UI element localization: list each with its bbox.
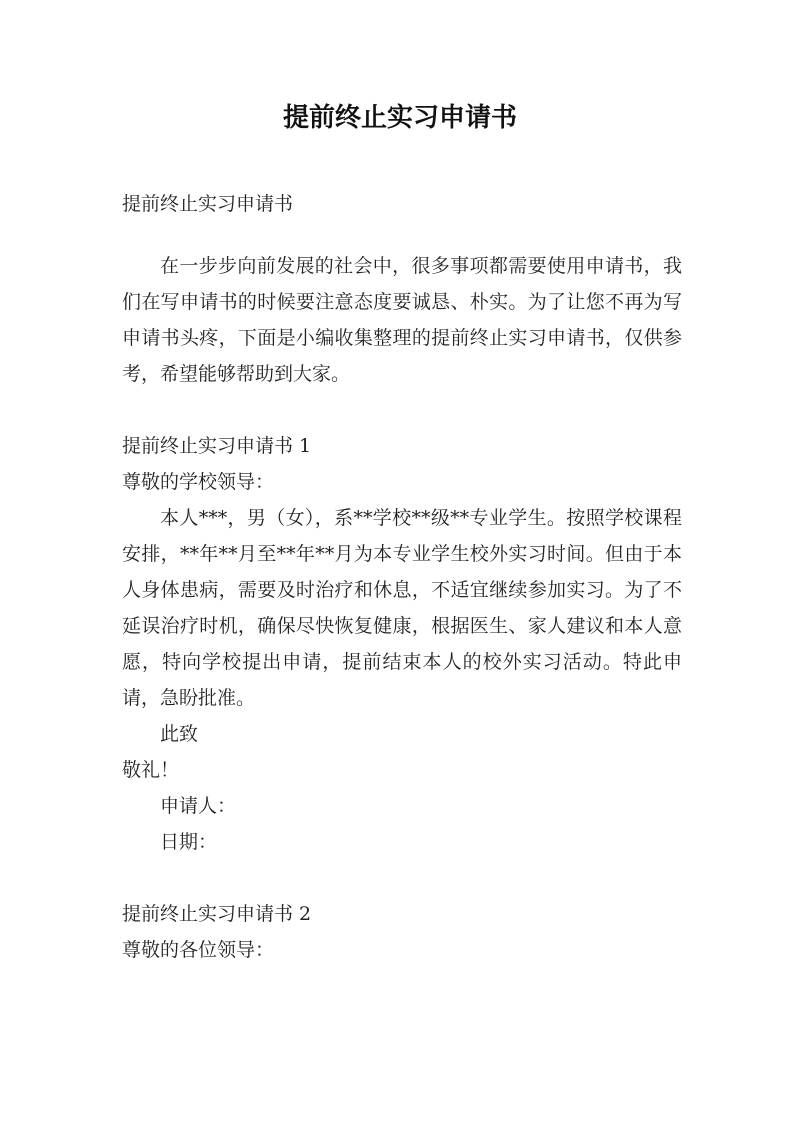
document-title: 提前终止实习申请书 <box>282 103 517 133</box>
letter-1-salutation: 尊敬的学校领导： <box>122 471 275 493</box>
letter-1-heading: 提前终止实习申请书 1 <box>122 435 312 457</box>
intro-paragraph: 在一步步向前发展的社会中，很多事项都需要使用申请书，我们在写申请书的时候要注意态度要诚恳、朴实。为了让您不再为写申请书头疼，下面是小编收集整理的提前终止实习申请书，仅供参考，希望能够帮助到大家。 <box>122 255 682 385</box>
document-subtitle: 提前终止实习申请书 <box>122 193 294 215</box>
letter-1-date: 日期： <box>160 831 218 853</box>
document-content <box>122 186 682 968</box>
letter-1-body: 本人***，男（女），系**学校**级**专业学生。按照学校课程安排，**年**月至**年**月为本专业学生校外实习时间。但由于本人身体患病，需要及时治疗和休息，不适宜继续参加实习。为了不延误治疗时机，确保尽快恢复健康，根据医生、家人建议和本人意愿，特向学校提出申请，提前结束本人的校外实习活动。特此申请，急盼批准。 <box>122 507 682 709</box>
letter-1-regards: 敬礼！ <box>122 759 180 781</box>
letter-1-closing: 此致 <box>160 723 199 745</box>
letter-2-heading: 提前终止实习申请书 2 <box>122 903 312 925</box>
letter-1-applicant: 申请人： <box>160 795 237 817</box>
letter-2-salutation: 尊敬的各位领导： <box>122 939 275 961</box>
